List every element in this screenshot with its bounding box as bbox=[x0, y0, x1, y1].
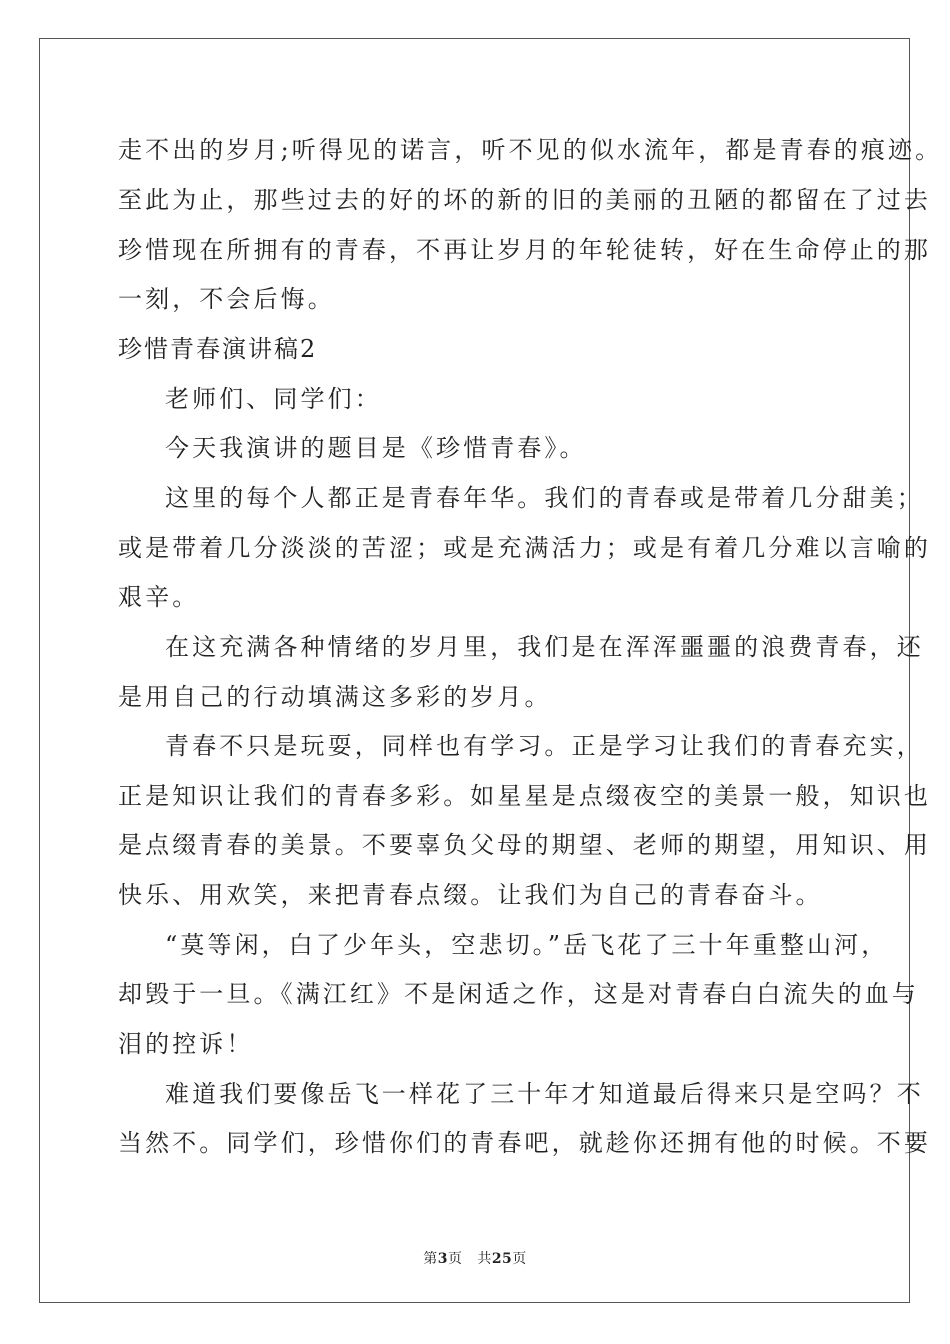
text-line-14: 正是知识让我们的青春多彩。如星星是点缀夜空的美景一般，知识也 bbox=[118, 782, 931, 810]
total-prefix: 共 bbox=[477, 1251, 492, 1267]
page-border bbox=[39, 38, 910, 1303]
text-line-9: 或是带着几分淡淡的苦涩；或是充满活力；或是有着几分难以言喻的 bbox=[118, 534, 931, 562]
text-line-20: 难道我们要像岳飞一样花了三十年才知道最后得来只是空吗？不 bbox=[165, 1080, 924, 1108]
text-line-12: 是用自己的行动填满这多彩的岁月。 bbox=[118, 683, 552, 711]
text-line-15: 是点缀青春的美景。不要辜负父母的期望、老师的期望，用知识、用 bbox=[118, 831, 931, 859]
text-line-3: 珍惜现在所拥有的青春，不再让岁月的年轮徒转，好在生命停止的那 bbox=[118, 236, 931, 264]
text-line-13: 青春不只是玩耍，同样也有学习。正是学习让我们的青春充实， bbox=[165, 732, 924, 760]
text-line-18: 却毁于一旦。《满江红》不是闲适之作，这是对青春白白流失的血与 bbox=[118, 980, 919, 1008]
total-pages: 25 bbox=[491, 1251, 513, 1267]
page-suffix: 页 bbox=[447, 1251, 463, 1267]
text-line-19: 泪的控诉！ bbox=[118, 1030, 254, 1058]
total-suffix: 页 bbox=[512, 1251, 527, 1267]
page-number: 3 bbox=[437, 1251, 448, 1267]
page-prefix: 第 bbox=[423, 1251, 438, 1267]
text-line-17: “莫等闲，白了少年头，空悲切。”岳飞花了三十年重整山河， bbox=[165, 931, 889, 959]
text-line-8: 这里的每个人都正是青春年华。我们的青春或是带着几分甜美； bbox=[165, 484, 924, 512]
text-line-7: 今天我演讲的题目是《珍惜青春》。 bbox=[165, 434, 587, 462]
text-line-11: 在这充满各种情绪的岁月里，我们是在浑浑噩噩的浪费青春，还 bbox=[165, 633, 924, 661]
text-line-2: 至此为止，那些过去的好的坏的新的旧的美丽的丑陋的都留在了过去 bbox=[118, 186, 931, 214]
salutation: 老师们、同学们： bbox=[165, 385, 382, 413]
text-line-21: 当然不。同学们，珍惜你们的青春吧，就趁你还拥有他的时候。不要 bbox=[118, 1129, 931, 1157]
section-title: 珍惜青春演讲稿2 bbox=[118, 335, 318, 363]
page-footer bbox=[0, 1248, 950, 1268]
text-line-10: 艰辛。 bbox=[118, 583, 200, 611]
text-line-4: 一刻，不会后悔。 bbox=[118, 285, 335, 313]
text-line-1: 走不出的岁月;听得见的诺言，听不见的似水流年，都是青春的痕迹。 bbox=[118, 136, 943, 164]
text-line-16: 快乐、用欢笑，来把青春点缀。让我们为自己的青春奋斗。 bbox=[118, 881, 823, 909]
